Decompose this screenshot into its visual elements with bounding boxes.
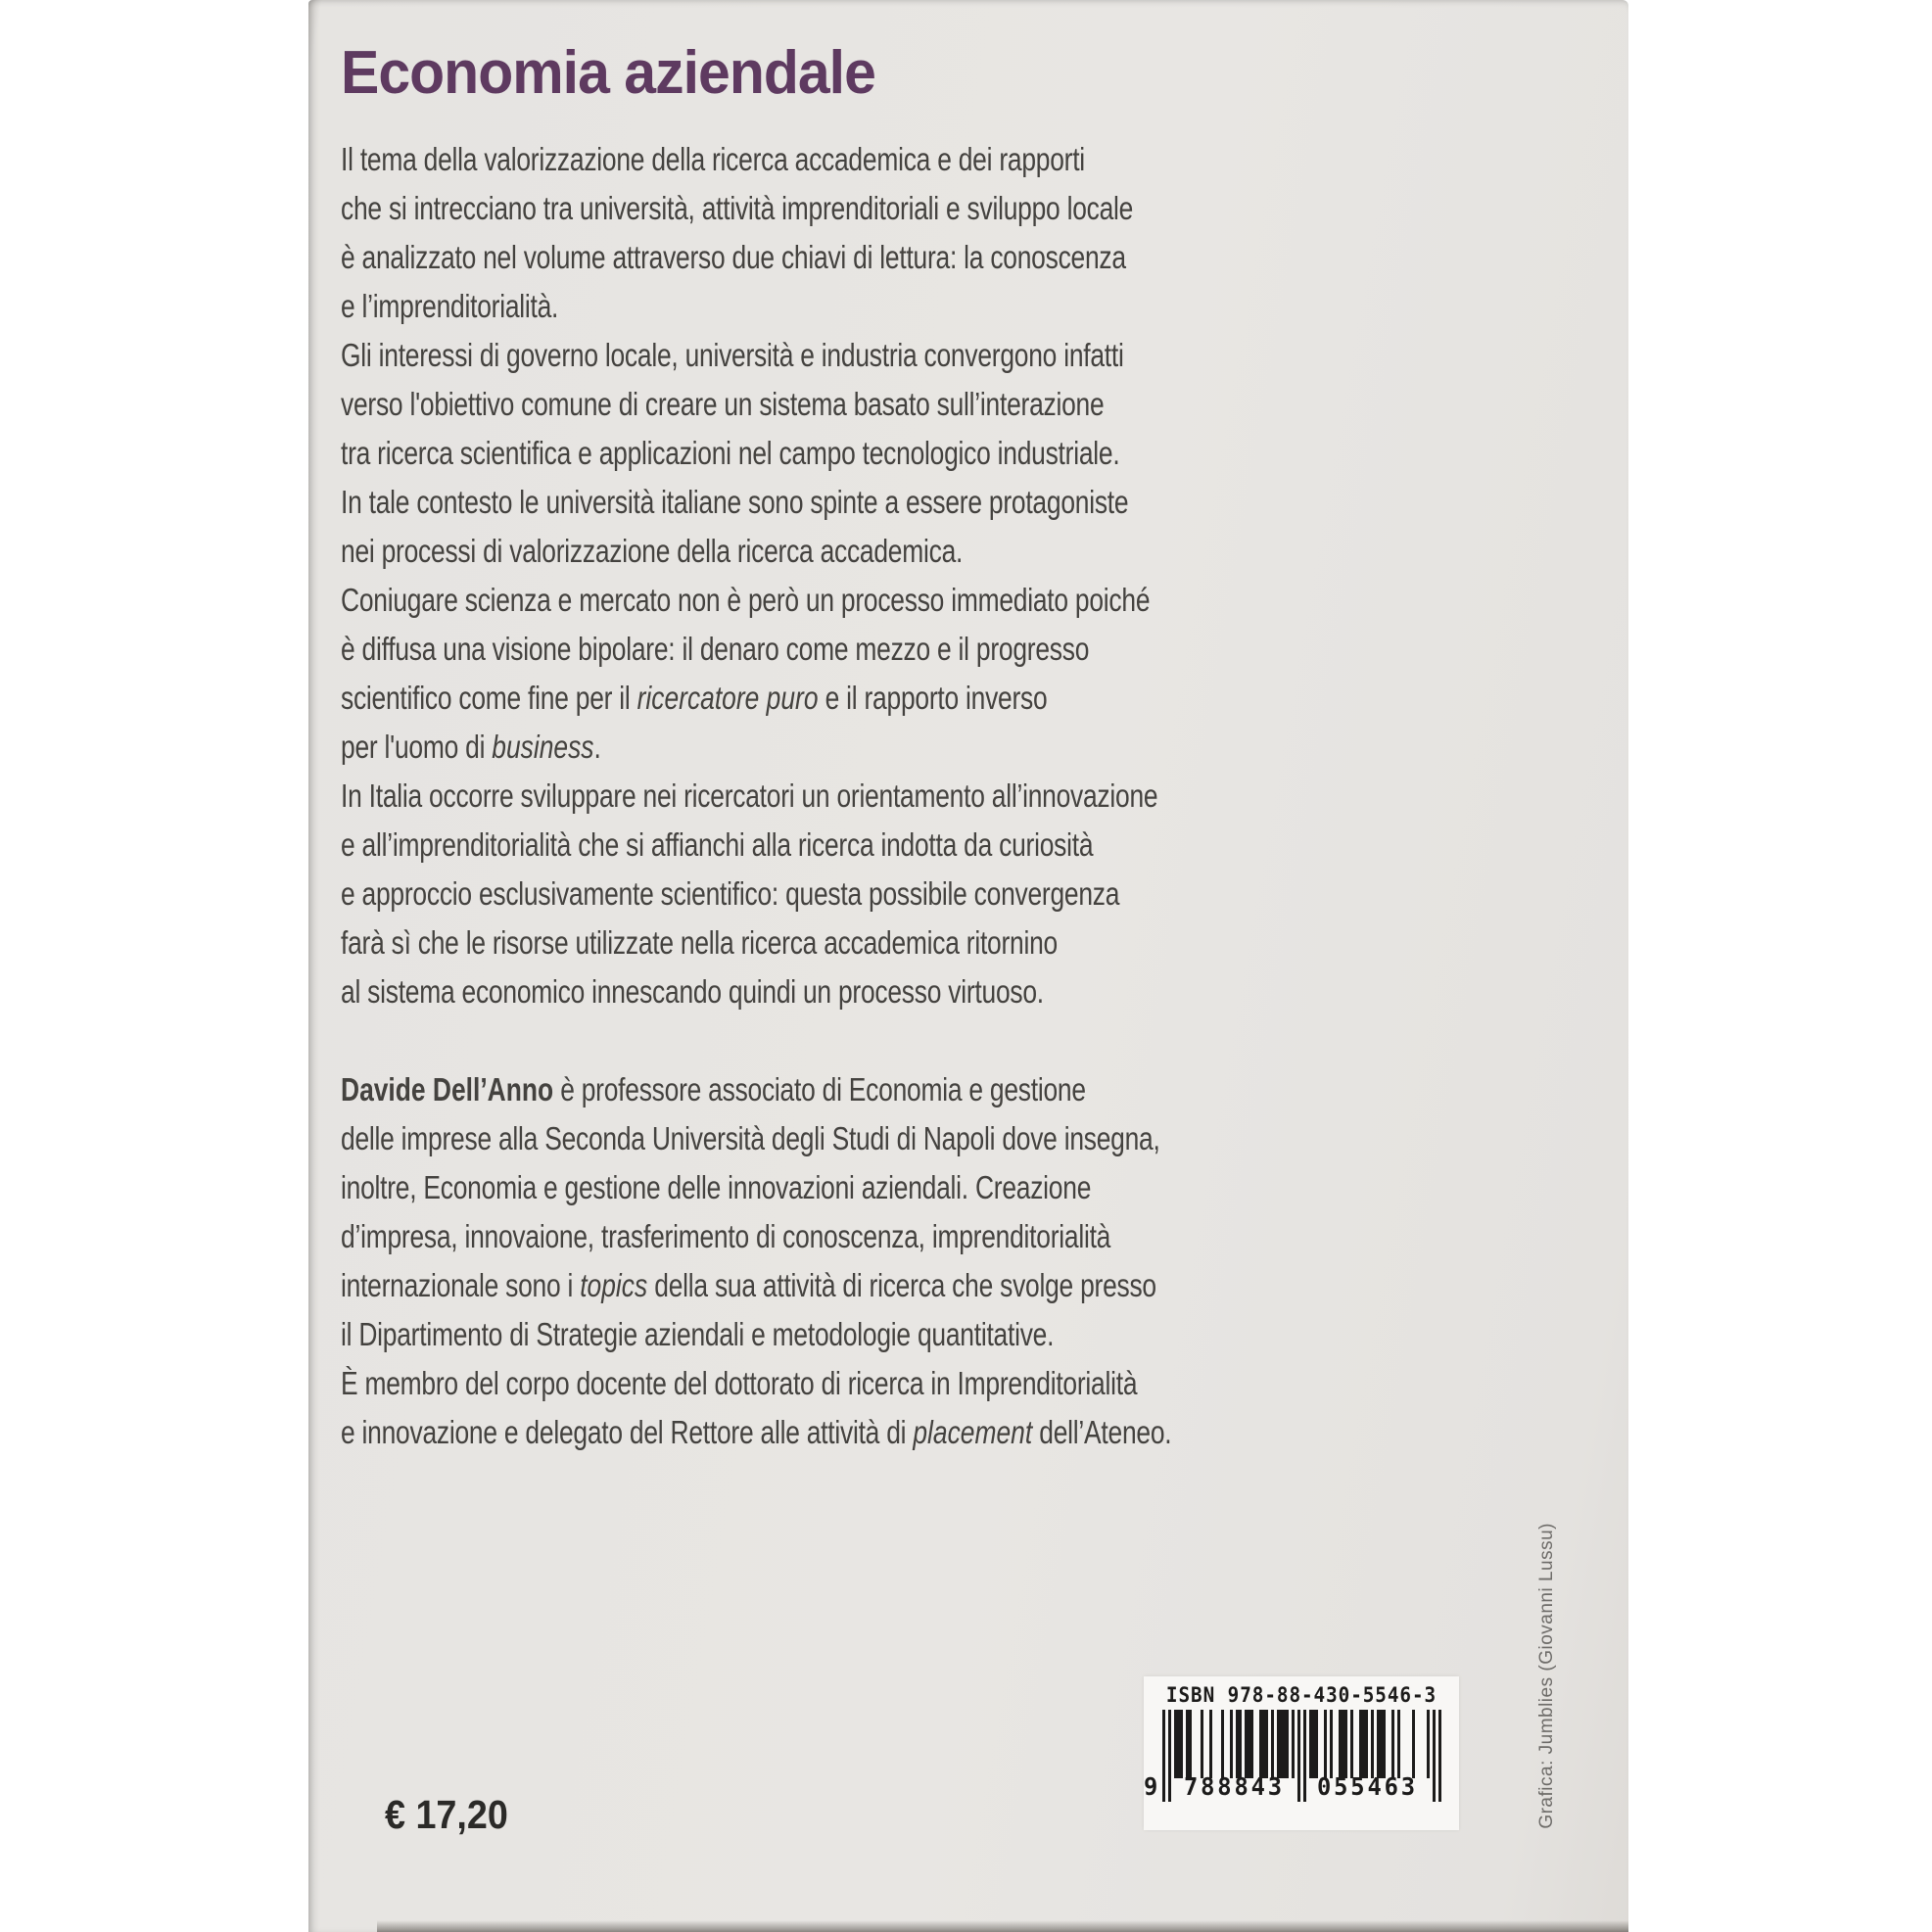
synopsis-paragraph: Il tema della valorizzazione della ricerca accademica e dei rapporti che si intrecciano tra università, attività imprenditoriali e sviluppo locale è analizzato nel volume attraverso due chiavi di lettura: la conoscenza e l’imprenditorialità. Gli interessi di governo locale, università e industria convergono infatti verso l'obiettivo comune di creare un sistema basato sull’interazione tra ricerca scientifica e applicazioni nel campo tecnologico industriale. In tale contesto le università italiane sono spinte a essere protagoniste nei processi di valorizzazione della ricerca accademica. Coniugare scienza e mercato non è però un processo immediato poiché è diffusa una visione bipolare: il denaro come mezzo e il progresso scientifico come fine per il ricercatore puro e il rapporto inverso per l'uomo di business. In Italia occorre sviluppare nei ricercatori un orientamento all’innovazione e all’imprenditorialità che si affianchi alla ricerca indotta da curiosità e approccio esclusivamente scientifico: questa possibile convergenza farà sì che le risorse utilizzate nella ricerca accademica ritornino al sistema economico innescando quindi un processo virtuoso. bbox=[341, 141, 1158, 1010]
book-back-cover bbox=[308, 0, 1628, 1932]
price-label: € 17,20 bbox=[385, 1792, 508, 1837]
barcode-digit-group2: 055463 bbox=[1316, 1772, 1418, 1801]
cover-text-column bbox=[341, 41, 1599, 1457]
isbn-text: ISBN 978-88-430-5546-3 bbox=[1165, 1683, 1437, 1707]
barcode-digit-group1: 788843 bbox=[1183, 1772, 1285, 1801]
barcode-digit-first: 9 bbox=[1143, 1772, 1160, 1801]
design-credit-vertical: Grafica: Jumblies (Giovanni Lussu) bbox=[1536, 1523, 1557, 1829]
author-bio-paragraph: Davide Dell’Anno è professore associato di Economia e gestione delle imprese alla Seconda Università degli Studi di Napoli dove insegna, inoltre, Economia e gestione delle innovazioni aziendali. Creazione d’impresa, innovaione, trasferimento di conoscenza, imprenditorialità internazionale sono i topics della sua attività di ricerca che svolge presso il Dipartimento di Strategie aziendali e metodologie quantitative. È membro del corpo docente del dottorato di ricerca in Imprenditorialità e innovazione e delegato del Rettore alle attività di placement dell’Ateneo. bbox=[341, 1071, 1172, 1450]
isbn-barcode-label bbox=[1144, 1676, 1459, 1830]
book-title: Economia aziendale bbox=[341, 39, 875, 107]
barcode-digits bbox=[1143, 1772, 1441, 1802]
ean13-barcode bbox=[1143, 1710, 1441, 1827]
